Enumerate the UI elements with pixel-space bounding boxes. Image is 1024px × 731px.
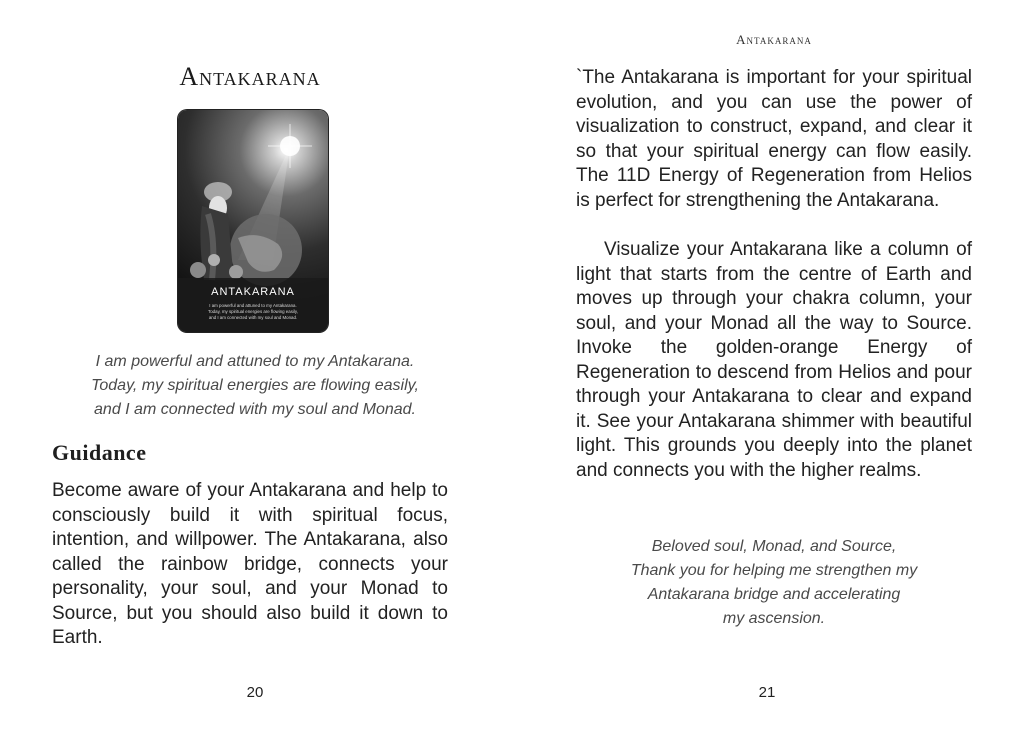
card-text-line: I am powerful and attuned to my Antakarana. (209, 303, 297, 308)
running-head: Antakarana (736, 32, 812, 47)
chapter-title: Antakarana (179, 62, 321, 91)
guidance-paragraph: Become aware of your Antakarana and help to consciously build it with spiritual focus, intention, and willpower. The Antakarana, also called the rainbow bridge, connects your personality, your soul, and your Monad to Source, but you should also build it down to Earth. (52, 480, 448, 648)
page-number: 21 (758, 684, 776, 701)
affirmation-line: Beloved soul, Monad, and Source, (651, 538, 897, 555)
affirmation-line: Today, my spiritual energies are flowing easily, (91, 377, 419, 394)
affirmation-line: Antakarana bridge and accelerating (647, 586, 901, 603)
affirmation-line: I am powerful and attuned to my Antakarana. (95, 353, 415, 370)
oracle-card (178, 110, 328, 332)
section-heading: Guidance (52, 440, 147, 465)
body-paragraph: Visualize your Antakarana like a column of light that starts from the centre of Earth and moves up through your chakra column, your soul, and your Monad all the way to Source. Invoke the golden-orange Energy of Regeneration to descend from Helios and pour through your Antakarana to clear and expand it. See your Antakarana shimmer with beautiful light. This grounds you deeply into the planet and connects you with the higher realms. (576, 239, 972, 481)
affirmation-line: and I am connected with my soul and Monad. (94, 401, 416, 418)
card-text-line: Today, my spiritual energies are flowing easily, (208, 309, 298, 314)
affirmation-line: Thank you for helping me strengthen my (630, 562, 918, 579)
affirmation (562, 535, 986, 631)
card-affirmation (192, 303, 314, 321)
page-number: 20 (246, 684, 264, 701)
card-name: ANTAKARANA (211, 286, 295, 298)
body-paragraph: `The Antakarana is important for your spiritual evolution, and you can use the power of visualization to construct, expand, and clear it so that your spiritual energy can flow easily. The 11D Energy of Regeneration from Helios is perfect for strengthening the Antakarana. (576, 67, 972, 211)
card-text-line: and I am connected with my soul and Monad. (208, 315, 298, 320)
right-page (512, 0, 1024, 731)
affirmation (40, 350, 470, 422)
affirmation-line: my ascension. (722, 610, 826, 627)
card-artwork (178, 110, 328, 332)
